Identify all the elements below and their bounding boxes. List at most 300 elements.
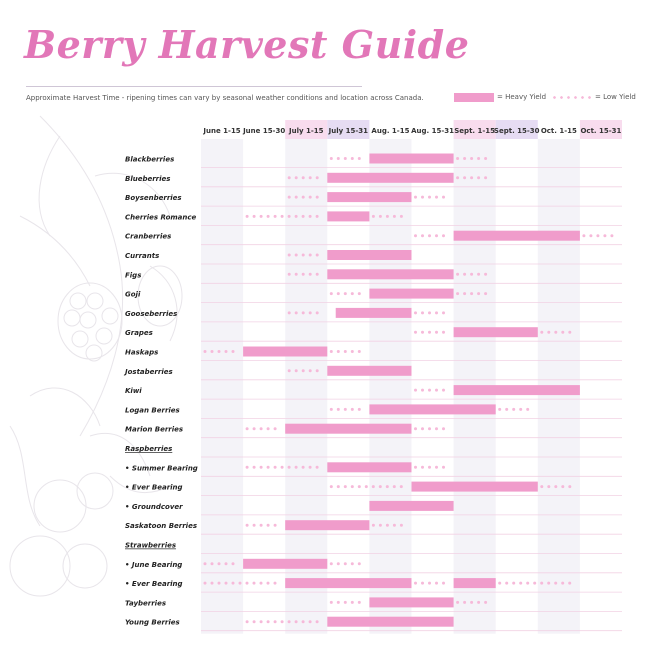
low-yield-dot [393, 524, 396, 527]
low-yield-dot [421, 196, 424, 199]
low-yield-dot [302, 466, 305, 469]
low-yield-dot [589, 234, 592, 237]
low-yield-dot [260, 620, 263, 623]
low-yield-dot [344, 562, 347, 565]
low-yield-dot [470, 601, 473, 604]
low-yield-dot [295, 466, 298, 469]
low-yield-dot [288, 254, 291, 257]
low-yield-dot [337, 350, 340, 353]
heavy-yield-bar [327, 462, 411, 472]
heavy-yield-bar [327, 211, 369, 221]
low-yield-dot [435, 196, 438, 199]
low-yield-dot [435, 427, 438, 430]
low-yield-dot [295, 311, 298, 314]
heavy-yield-bar [454, 578, 496, 588]
row-label: Goji [125, 290, 141, 299]
low-yield-dot [302, 620, 305, 623]
low-yield-dot [393, 485, 396, 488]
low-yield-dot [204, 582, 207, 585]
low-yield-dot [463, 176, 466, 179]
low-yield-dot [316, 254, 319, 257]
low-yield-dot [421, 427, 424, 430]
low-yield-dot [372, 524, 375, 527]
low-yield-dot [442, 196, 445, 199]
row-label: Blueberries [125, 174, 171, 183]
column-band [201, 139, 243, 634]
low-yield-dot [414, 311, 417, 314]
low-yield-dot [246, 524, 249, 527]
low-yield-dot [512, 582, 515, 585]
row-label: Grapes [125, 329, 153, 338]
row-label: Marion Berries [125, 425, 184, 434]
low-yield-dot [414, 466, 417, 469]
low-yield-dot [253, 582, 256, 585]
low-yield-dot [316, 466, 319, 469]
low-yield-dot [561, 331, 564, 334]
low-yield-dot [442, 311, 445, 314]
heavy-yield-bar [243, 559, 327, 569]
low-yield-dot [302, 369, 305, 372]
low-yield-dot [295, 176, 298, 179]
row-label: Haskaps [125, 348, 159, 357]
heavy-yield-bar [454, 231, 580, 241]
low-yield-dot [267, 427, 270, 430]
row-label: Saskatoon Berries [125, 522, 197, 531]
low-yield-dot [463, 273, 466, 276]
low-yield-dot [603, 234, 606, 237]
low-yield-dot [330, 408, 333, 411]
low-yield-dot [477, 157, 480, 160]
low-yield-dot [554, 485, 557, 488]
low-yield-dot [470, 157, 473, 160]
low-yield-dot [484, 176, 487, 179]
low-yield-dot [358, 350, 361, 353]
low-yield-dot [211, 582, 214, 585]
column-header: Oct. 1-15 [540, 127, 577, 135]
low-yield-dot [519, 582, 522, 585]
heavy-yield-bar [327, 269, 453, 279]
low-yield-dot [372, 485, 375, 488]
low-yield-dot [365, 485, 368, 488]
low-yield-dot [456, 176, 459, 179]
low-yield-dot [267, 466, 270, 469]
low-yield-dot [337, 408, 340, 411]
low-yield-dot [253, 620, 256, 623]
low-yield-dot [267, 620, 270, 623]
low-yield-dot [246, 620, 249, 623]
low-yield-dot [232, 562, 235, 565]
column-header: Aug. 1-15 [371, 127, 410, 135]
low-yield-dot [540, 485, 543, 488]
low-yield-dot [218, 562, 221, 565]
low-yield-dot [456, 157, 459, 160]
heavy-yield-bar [327, 366, 411, 376]
low-yield-dot [428, 466, 431, 469]
low-yield-dot [274, 582, 277, 585]
heavy-yield-bar [327, 617, 453, 627]
low-yield-dot [379, 215, 382, 218]
row-group-header: Strawberries [125, 541, 177, 550]
low-yield-dot [295, 273, 298, 276]
low-yield-dot [344, 350, 347, 353]
low-yield-dot [288, 620, 291, 623]
row-label: Cranberries [125, 232, 172, 241]
low-yield-dot [295, 369, 298, 372]
low-yield-dot [309, 176, 312, 179]
low-yield-dot [568, 582, 571, 585]
heavy-yield-bar [243, 347, 327, 357]
low-yield-dot [246, 215, 249, 218]
low-yield-dot [435, 311, 438, 314]
low-yield-dot [302, 254, 305, 257]
low-yield-dot [400, 524, 403, 527]
row-label: Figs [125, 271, 142, 280]
low-yield-dot [386, 215, 389, 218]
low-yield-dot [253, 524, 256, 527]
row-label: • June Bearing [125, 560, 183, 569]
low-yield-dot [246, 427, 249, 430]
low-yield-dot [428, 234, 431, 237]
low-yield-dot [533, 582, 536, 585]
low-yield-dot [267, 582, 270, 585]
low-yield-dot [218, 582, 221, 585]
low-yield-dot [274, 215, 277, 218]
low-yield-dot [477, 273, 480, 276]
low-yield-dot [442, 331, 445, 334]
low-yield-dot [428, 582, 431, 585]
low-yield-dot [274, 524, 277, 527]
row-label: Tayberries [125, 599, 166, 608]
low-yield-dot [302, 311, 305, 314]
low-yield-dot [498, 582, 501, 585]
low-yield-dot [316, 176, 319, 179]
low-yield-dot [309, 620, 312, 623]
low-yield-dot [421, 389, 424, 392]
low-yield-dot [456, 292, 459, 295]
row-label: Logan Berries [125, 406, 180, 415]
heavy-yield-bar [285, 424, 411, 434]
row-label: Jostaberries [125, 367, 173, 376]
low-yield-dot [316, 273, 319, 276]
low-yield-dot [484, 601, 487, 604]
low-yield-dot [211, 562, 214, 565]
low-yield-dot [554, 331, 557, 334]
low-yield-dot [309, 466, 312, 469]
low-yield-dot [267, 215, 270, 218]
low-yield-dot [274, 466, 277, 469]
low-yield-dot [351, 292, 354, 295]
low-yield-dot [225, 582, 228, 585]
low-yield-dot [204, 562, 207, 565]
low-yield-dot [281, 215, 284, 218]
low-yield-dot [463, 601, 466, 604]
low-yield-dot [442, 466, 445, 469]
low-yield-dot [428, 389, 431, 392]
low-yield-dot [470, 273, 473, 276]
row-label: Blackberries [125, 155, 175, 164]
low-yield-dot [505, 582, 508, 585]
low-yield-dot [330, 157, 333, 160]
heavy-yield-bar [369, 289, 453, 299]
low-yield-dot [435, 389, 438, 392]
row-group-header: Raspberries [125, 445, 173, 453]
low-yield-dot [344, 408, 347, 411]
legend-heavy-label: = Heavy Yield [497, 93, 547, 101]
low-yield-dot [512, 408, 515, 411]
row-label: • Ever Bearing [125, 483, 183, 492]
low-yield-dot [309, 254, 312, 257]
row-label: Currants [125, 252, 160, 260]
low-yield-dot [442, 582, 445, 585]
low-yield-dot [414, 389, 417, 392]
low-yield-dot [351, 562, 354, 565]
low-yield-dot [288, 369, 291, 372]
low-yield-dot [316, 369, 319, 372]
low-yield-dot [442, 389, 445, 392]
low-yield-dot [414, 582, 417, 585]
low-yield-dot [316, 215, 319, 218]
low-yield-dot [358, 157, 361, 160]
column-header: Aug. 15-31 [411, 127, 455, 135]
low-yield-dot [568, 331, 571, 334]
low-yield-dot [344, 485, 347, 488]
low-yield-dot [260, 582, 263, 585]
low-yield-dot [379, 524, 382, 527]
low-yield-dot [526, 408, 529, 411]
column-band [369, 139, 411, 634]
row-label: Boysenberries [125, 194, 182, 203]
low-yield-dot [260, 524, 263, 527]
row-label: • Ever Bearing [125, 580, 183, 589]
low-yield-dot [372, 215, 375, 218]
low-yield-dot [225, 350, 228, 353]
low-yield-dot [337, 292, 340, 295]
low-yield-dot [358, 292, 361, 295]
low-yield-dot [484, 157, 487, 160]
low-yield-dot [484, 292, 487, 295]
low-yield-dot [302, 215, 305, 218]
low-yield-dot [386, 485, 389, 488]
column-header: June 1-15 [203, 127, 241, 135]
legend-low-label: = Low Yield [595, 93, 636, 101]
low-yield-dot [351, 350, 354, 353]
heavy-yield-bar [454, 327, 538, 337]
column-header: Sept. 1-15 [454, 127, 496, 135]
low-yield-dot [435, 331, 438, 334]
row-label: • Groundcover [125, 502, 183, 511]
heavy-yield-bar [369, 154, 453, 164]
low-yield-dot [274, 427, 277, 430]
low-yield-dot [302, 273, 305, 276]
low-yield-dot [260, 427, 263, 430]
low-yield-dot [309, 273, 312, 276]
low-yield-dot [386, 524, 389, 527]
heavy-yield-bar [327, 192, 411, 202]
low-yield-dot [393, 215, 396, 218]
heavy-yield-bar [369, 597, 453, 607]
low-yield-dot [225, 562, 228, 565]
row-label: Kiwi [125, 387, 142, 396]
low-yield-dot [358, 485, 361, 488]
low-yield-dot [246, 582, 249, 585]
heavy-yield-bar [327, 173, 453, 183]
low-yield-dot [421, 331, 424, 334]
low-yield-dot [519, 408, 522, 411]
low-yield-dot [421, 466, 424, 469]
low-yield-dot [274, 620, 277, 623]
low-yield-dot [337, 601, 340, 604]
column-header: Oct. 15-31 [580, 127, 622, 135]
subtitle: Approximate Harvest Time - ripening times can vary by seasonal weather conditions and location across Canada. [26, 94, 424, 102]
low-yield-dot [288, 176, 291, 179]
row-label: Gooseberries [125, 309, 178, 318]
low-yield-dot [435, 466, 438, 469]
low-yield-dot [330, 562, 333, 565]
low-yield-dot [295, 196, 298, 199]
low-yield-dot [568, 485, 571, 488]
low-yield-dot [547, 582, 550, 585]
low-yield-dot [330, 350, 333, 353]
heavy-yield-bar [336, 308, 412, 318]
low-yield-dot [253, 466, 256, 469]
low-yield-dot [288, 466, 291, 469]
low-yield-dot [400, 215, 403, 218]
low-yield-dot [435, 582, 438, 585]
low-yield-dot [421, 311, 424, 314]
low-yield-dot [260, 466, 263, 469]
low-yield-dot [281, 466, 284, 469]
heavy-yield-bar [285, 578, 411, 588]
low-yield-dot [421, 234, 424, 237]
low-yield-dot [442, 234, 445, 237]
low-yield-dot [309, 196, 312, 199]
low-yield-dot [351, 408, 354, 411]
low-yield-dot [561, 582, 564, 585]
low-yield-dot [316, 196, 319, 199]
low-yield-dot [435, 234, 438, 237]
low-yield-dot [421, 582, 424, 585]
low-yield-dot [218, 350, 221, 353]
low-yield-dot [295, 620, 298, 623]
low-yield-dot [596, 234, 599, 237]
column-header: July 15-31 [328, 127, 369, 135]
low-yield-dot [477, 601, 480, 604]
row-label: Young Berries [125, 618, 180, 627]
low-yield-dot [316, 620, 319, 623]
low-yield-dot [582, 234, 585, 237]
low-yield-dot [428, 311, 431, 314]
low-yield-dot [330, 485, 333, 488]
low-yield-dot [400, 485, 403, 488]
low-yield-dot [484, 273, 487, 276]
low-yield-dot [414, 196, 417, 199]
low-yield-dot [470, 176, 473, 179]
row-label: • Summer Bearing [125, 464, 198, 473]
low-yield-dot [351, 485, 354, 488]
low-yield-dot [337, 485, 340, 488]
low-yield-dot [477, 176, 480, 179]
low-yield-dot [295, 254, 298, 257]
low-yield-dot [428, 427, 431, 430]
low-yield-dot [554, 582, 557, 585]
low-yield-dot [260, 215, 263, 218]
low-yield-dot [463, 157, 466, 160]
low-yield-dot [498, 408, 501, 411]
low-yield-dot [309, 369, 312, 372]
low-yield-dot [442, 427, 445, 430]
low-yield-dot [351, 601, 354, 604]
low-yield-dot [456, 273, 459, 276]
low-yield-dot [344, 601, 347, 604]
low-yield-dot [288, 273, 291, 276]
low-yield-dot [428, 196, 431, 199]
low-yield-dot [302, 196, 305, 199]
column-header: July 1-15 [288, 127, 324, 135]
low-yield-dot [344, 157, 347, 160]
low-yield-dot [288, 311, 291, 314]
low-yield-dot [456, 601, 459, 604]
low-yield-dot [561, 485, 564, 488]
low-yield-dot [610, 234, 613, 237]
heavy-yield-bar [327, 250, 411, 260]
low-yield-dot [428, 331, 431, 334]
low-yield-dot [358, 562, 361, 565]
low-yield-dot [204, 350, 207, 353]
page-title: Berry Harvest Guide [24, 22, 470, 67]
low-yield-dot [316, 311, 319, 314]
low-yield-dot [414, 234, 417, 237]
heavy-yield-bar [454, 385, 580, 395]
low-yield-dot [540, 582, 543, 585]
low-yield-dot [470, 292, 473, 295]
low-yield-dot [267, 524, 270, 527]
low-yield-dot [477, 292, 480, 295]
low-yield-dot [358, 408, 361, 411]
low-yield-dot [253, 427, 256, 430]
low-yield-dot [309, 215, 312, 218]
column-header: June 15-30 [243, 127, 286, 135]
low-yield-dot [253, 215, 256, 218]
low-yield-dot [414, 427, 417, 430]
low-yield-dot [232, 582, 235, 585]
low-yield-dot [246, 466, 249, 469]
low-yield-dot [358, 601, 361, 604]
low-yield-dot [351, 157, 354, 160]
row-label: Cherries Romance [125, 213, 197, 222]
low-yield-dot [337, 157, 340, 160]
heavy-yield-bar [369, 501, 453, 511]
column-header: Sept. 15-30 [493, 127, 540, 135]
low-yield-dot [281, 620, 284, 623]
heavy-yield-bar [369, 404, 495, 414]
low-yield-dot [337, 562, 340, 565]
low-yield-dot [239, 582, 242, 585]
heavy-yield-bar [285, 520, 369, 530]
low-yield-dot [414, 331, 417, 334]
low-yield-dot [540, 331, 543, 334]
low-yield-dot [505, 408, 508, 411]
low-yield-dot [463, 292, 466, 295]
low-yield-dot [379, 485, 382, 488]
low-yield-dot [211, 350, 214, 353]
low-yield-dot [330, 292, 333, 295]
low-yield-dot [232, 350, 235, 353]
low-yield-dot [526, 582, 529, 585]
low-yield-dot [344, 292, 347, 295]
low-yield-dot [547, 331, 550, 334]
heavy-yield-bar [412, 482, 538, 492]
low-yield-dot [288, 196, 291, 199]
